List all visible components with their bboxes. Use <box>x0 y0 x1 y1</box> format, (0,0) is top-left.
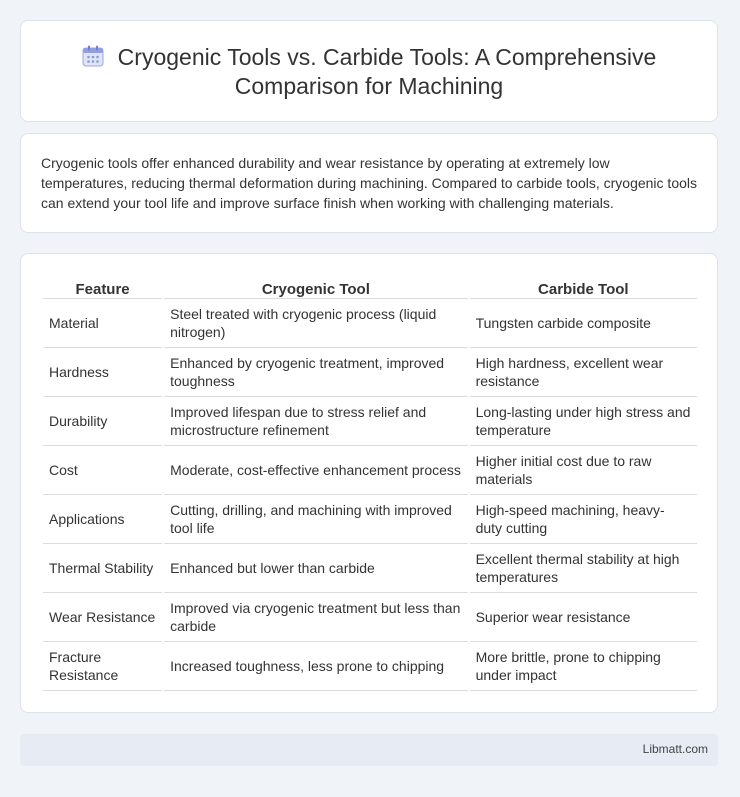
feature-cell: Material <box>43 299 163 348</box>
carbide-cell: Higher initial cost due to raw materials <box>469 446 697 495</box>
table-row <box>43 397 697 446</box>
cryogenic-cell: Increased toughness, less prone to chipping <box>163 642 468 691</box>
carbide-cell: High hardness, excellent wear resistance <box>469 348 697 397</box>
cryogenic-cell: Improved lifespan due to stress relief and microstructure refinement <box>163 397 468 446</box>
header-carbide-tool: Carbide Tool <box>469 275 697 299</box>
feature-cell: Thermal Stability <box>43 544 163 593</box>
cryogenic-cell: Improved via cryogenic treatment but less than carbide <box>163 593 468 642</box>
footer-bar <box>20 734 718 766</box>
title-line-2: Comparison for Machining <box>234 73 504 99</box>
intro-card <box>20 133 718 233</box>
table-row <box>43 544 697 593</box>
carbide-cell: Superior wear resistance <box>469 593 697 642</box>
table-row <box>43 495 697 544</box>
title-card <box>20 20 718 122</box>
table-row <box>43 299 697 348</box>
header-cryogenic-tool: Cryogenic Tool <box>163 275 468 299</box>
comparison-table <box>43 275 697 691</box>
feature-cell: Fracture Resistance <box>43 642 163 691</box>
carbide-cell: High-speed machining, heavy-duty cutting <box>469 495 697 544</box>
feature-cell: Durability <box>43 397 163 446</box>
title-block <box>21 43 717 101</box>
table-row <box>43 446 697 495</box>
feature-cell: Wear Resistance <box>43 593 163 642</box>
carbide-cell: Excellent thermal stability at high temperatures <box>469 544 697 593</box>
calendar-icon <box>82 45 104 67</box>
carbide-cell: More brittle, prone to chipping under impact <box>469 642 697 691</box>
header-feature: Feature <box>43 275 163 299</box>
feature-cell: Applications <box>43 495 163 544</box>
table-header-row <box>43 275 697 299</box>
table-row <box>43 593 697 642</box>
cryogenic-cell: Cutting, drilling, and machining with improved tool life <box>163 495 468 544</box>
footer-source-link[interactable]: Libmatt.com <box>642 742 708 756</box>
comparison-card <box>20 253 718 713</box>
table-row <box>43 348 697 397</box>
carbide-cell: Long-lasting under high stress and temperature <box>469 397 697 446</box>
cryogenic-cell: Moderate, cost-effective enhancement process <box>163 446 468 495</box>
page-title <box>82 43 657 101</box>
feature-cell: Hardness <box>43 348 163 397</box>
feature-cell: Cost <box>43 446 163 495</box>
carbide-cell: Tungsten carbide composite <box>469 299 697 348</box>
cryogenic-cell: Enhanced but lower than carbide <box>163 544 468 593</box>
cryogenic-cell: Enhanced by cryogenic treatment, improved toughness <box>163 348 468 397</box>
intro-paragraph: Cryogenic tools offer enhanced durability and wear resistance by operating at extremely low temperatures, reducing thermal deformation during machining. Compared to carbide tools, cryogenic tools can extend your tool life and improve surface finish when working with challenging materials. <box>41 155 698 211</box>
cryogenic-cell: Steel treated with cryogenic process (liquid nitrogen) <box>163 299 468 348</box>
title-line-1: Cryogenic Tools vs. Carbide Tools: A Comprehensive <box>117 44 657 70</box>
table-row <box>43 642 697 691</box>
